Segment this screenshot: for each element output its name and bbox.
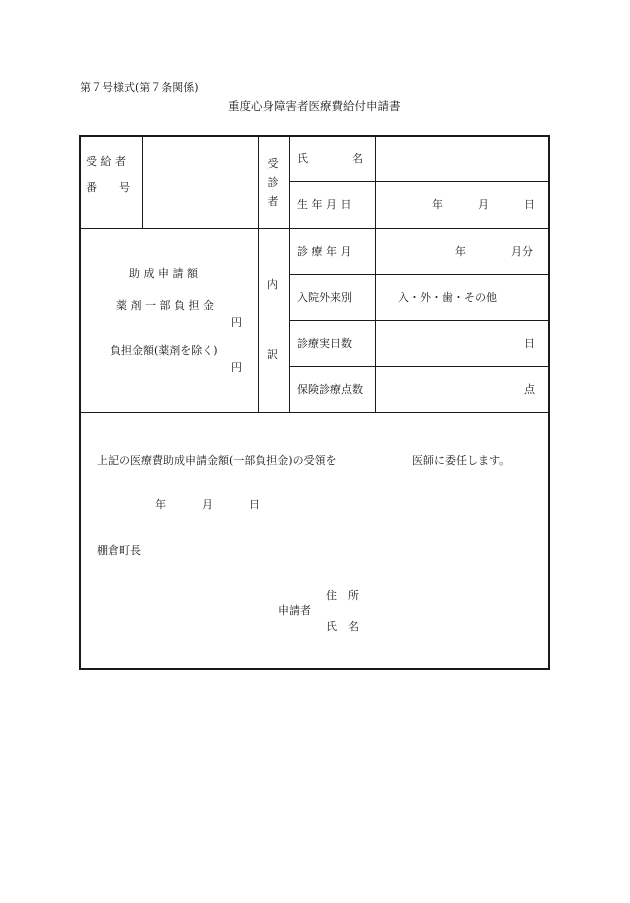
patient-label: 受 診 者 [267, 157, 279, 208]
patient-name-field[interactable] [376, 137, 548, 180]
treatment-days-unit: 日 [524, 337, 535, 350]
applicant-name-label: 氏 名 [326, 620, 359, 633]
breakdown-label-top: 内 [267, 278, 278, 291]
rule-v [258, 135, 259, 412]
copay-excluding-drugs-label: 負担金額(薬剤を除く) [110, 344, 218, 357]
birthdate-label: 生 年 月 日 [297, 198, 352, 211]
date-month-unit: 月 [202, 498, 213, 511]
insurance-points-field[interactable] [376, 367, 548, 411]
treatment-month-label: 診 療 年 月 [297, 245, 352, 258]
recipient-number-label-line2: 番 号 [86, 181, 130, 194]
copay-excluding-drugs-yen: 円 [231, 361, 242, 374]
treatment-month-unit: 月分 [511, 245, 533, 258]
drug-copay-yen: 円 [231, 316, 242, 329]
inpatient-outpatient-options[interactable]: 入・外・歯・その他 [398, 291, 497, 304]
rule-h [289, 274, 550, 275]
applicant-label: 申請者 [278, 604, 311, 617]
birth-day-unit: 日 [524, 198, 535, 211]
recipient-number-field[interactable] [143, 137, 257, 227]
subsidy-amount-label: 助 成 申 請 額 [129, 267, 198, 280]
birthdate-field[interactable] [376, 182, 548, 227]
delegation-statement-part2: 医師に委任します。 [412, 454, 511, 467]
form-title: 重度心身障害者医療費給付申請書 [228, 99, 401, 113]
application-amount-field[interactable] [81, 229, 258, 412]
inpatient-outpatient-label: 入院外来別 [297, 291, 352, 304]
addressee: 棚倉町長 [97, 544, 141, 557]
date-year-unit: 年 [155, 498, 166, 511]
applicant-address-label: 住 所 [326, 589, 359, 602]
insurance-points-unit: 点 [524, 383, 535, 396]
delegation-statement-part1: 上記の医療費助成申請金額(一部負担金)の受領を [97, 454, 337, 467]
rule-v [289, 135, 290, 412]
form-number: 第７号様式(第７条関係) [80, 81, 199, 94]
applicant-address-field[interactable] [365, 586, 545, 604]
breakdown-label-bottom: 訳 [267, 348, 278, 361]
name-label: 氏 名 [297, 152, 363, 165]
treatment-days-label: 診療実日数 [297, 337, 352, 350]
treatment-year-unit: 年 [455, 245, 466, 258]
doctor-name-field[interactable] [355, 450, 407, 470]
treatment-days-field[interactable] [376, 321, 548, 365]
applicant-name-field[interactable] [365, 617, 545, 635]
birth-month-unit: 月 [478, 198, 489, 211]
recipient-number-label-line1: 受 給 者 [86, 155, 126, 168]
insurance-points-label: 保険診療点数 [297, 383, 363, 396]
birth-year-unit: 年 [432, 198, 443, 211]
rule-h [79, 412, 550, 413]
date-day-unit: 日 [249, 498, 260, 511]
drug-copay-label: 薬 剤 一 部 負 担 金 [116, 299, 214, 312]
